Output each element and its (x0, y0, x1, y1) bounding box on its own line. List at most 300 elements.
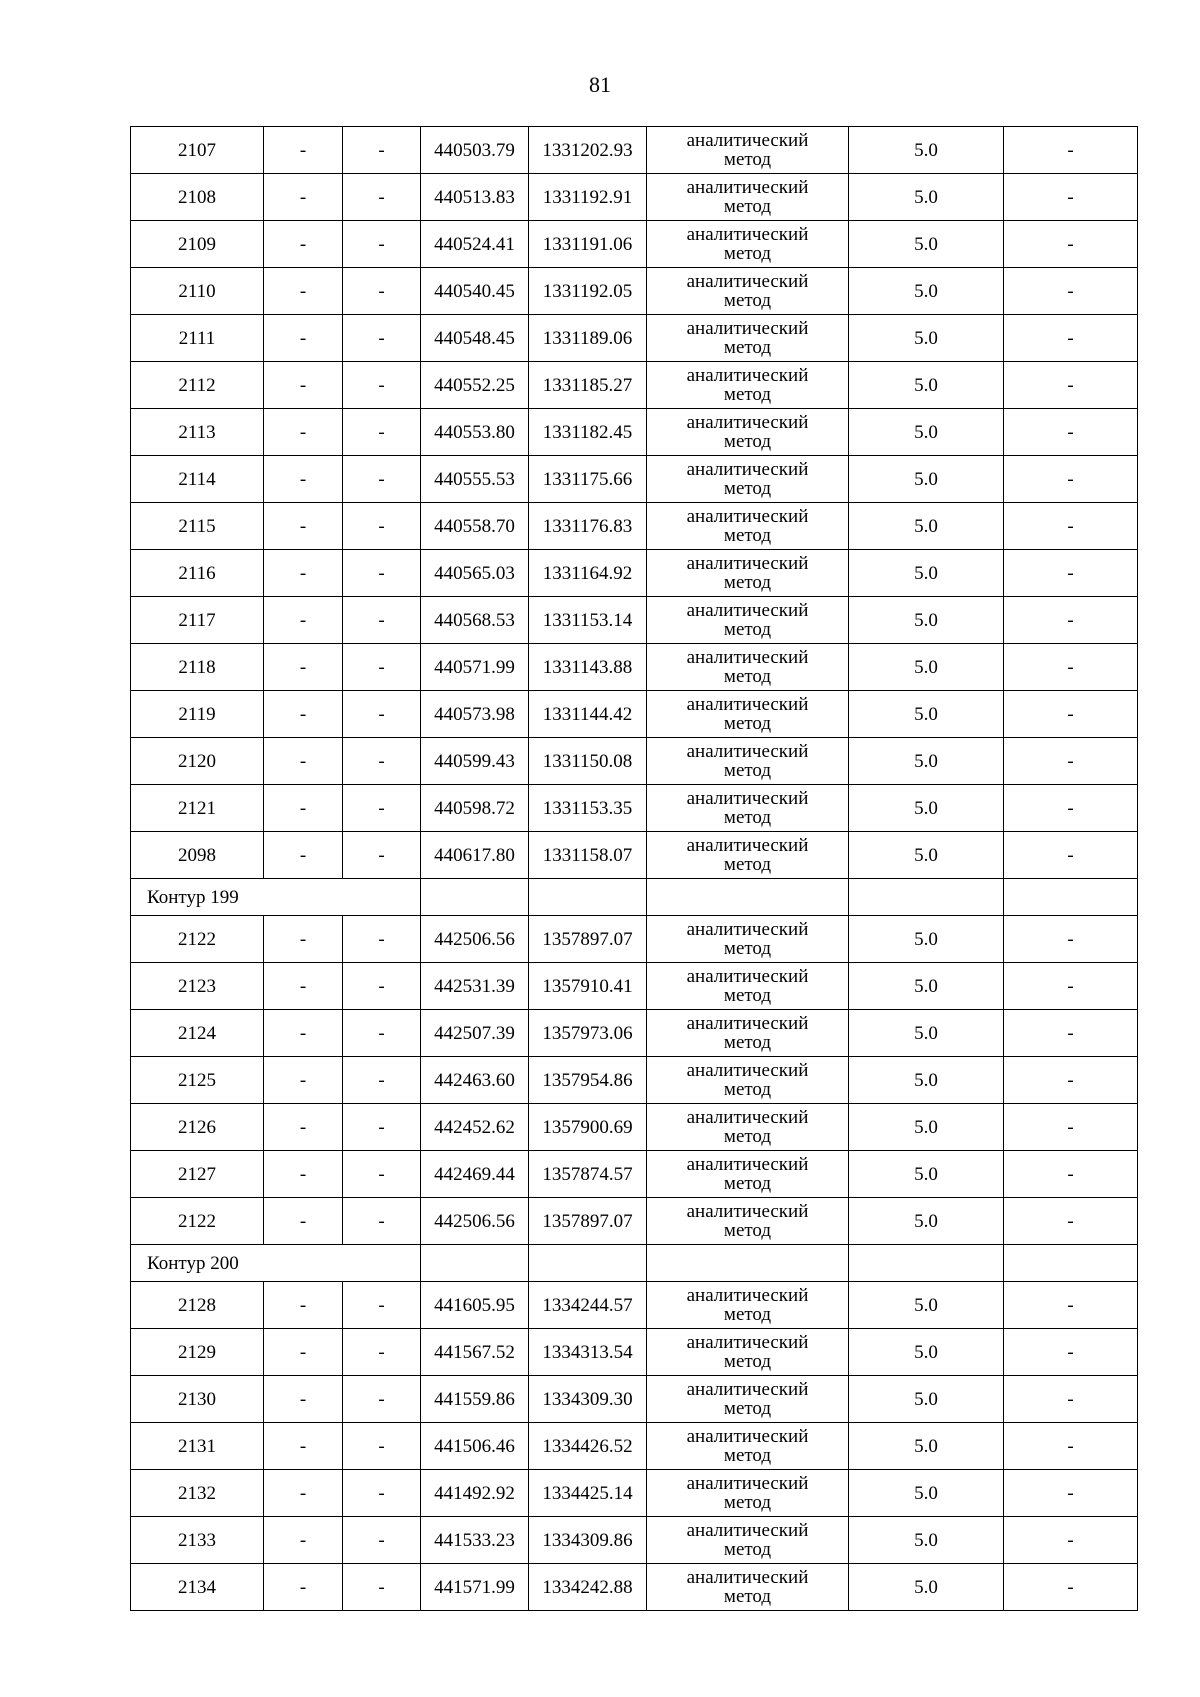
method-line-2: метод (723, 290, 772, 311)
dash-cell: - (264, 1423, 343, 1470)
coord-y: 1334242.88 (529, 1564, 647, 1611)
method-cell (647, 1517, 849, 1564)
dash-cell: - (1004, 127, 1138, 174)
table-row (131, 963, 1138, 1010)
dash-cell: - (343, 1517, 421, 1564)
table-row (131, 597, 1138, 644)
point-number: 2133 (131, 1517, 264, 1564)
dash-cell: - (343, 1329, 421, 1376)
accuracy-cell: 5.0 (849, 456, 1004, 503)
method-line-1: аналитический (686, 1473, 809, 1494)
method-line-2: метод (723, 1032, 772, 1053)
method-line-2: метод (723, 1079, 772, 1100)
method-cell (647, 963, 849, 1010)
accuracy-cell: 5.0 (849, 174, 1004, 221)
dash-cell: - (264, 1010, 343, 1057)
method-line-2: метод (723, 431, 772, 452)
table-row (131, 738, 1138, 785)
coord-x: 442506.56 (421, 916, 529, 963)
method-line-2: метод (723, 1173, 772, 1194)
coord-x: 440513.83 (421, 174, 529, 221)
dash-cell: - (1004, 1470, 1138, 1517)
point-number: 2114 (131, 456, 264, 503)
accuracy-cell: 5.0 (849, 1198, 1004, 1245)
dash-cell: - (1004, 738, 1138, 785)
table-row (131, 1104, 1138, 1151)
coord-y: 1331143.88 (529, 644, 647, 691)
method-cell (647, 409, 849, 456)
method-cell (647, 1470, 849, 1517)
coord-x: 442463.60 (421, 1057, 529, 1104)
method-cell (647, 1151, 849, 1198)
dash-cell: - (264, 362, 343, 409)
coord-y: 1331191.06 (529, 221, 647, 268)
coord-y: 1357954.86 (529, 1057, 647, 1104)
accuracy-cell: 5.0 (849, 1057, 1004, 1104)
dash-cell: - (343, 691, 421, 738)
coord-x: 441533.23 (421, 1517, 529, 1564)
dash-cell: - (343, 1564, 421, 1611)
dash-cell: - (1004, 268, 1138, 315)
point-number: 2111 (131, 315, 264, 362)
coord-y: 1334244.57 (529, 1282, 647, 1329)
coord-x: 440571.99 (421, 644, 529, 691)
method-line-2: метод (723, 149, 772, 170)
method-line-1: аналитический (686, 459, 809, 480)
dash-cell: - (1004, 1376, 1138, 1423)
dash-cell: - (264, 1376, 343, 1423)
accuracy-cell: 5.0 (849, 550, 1004, 597)
dash-cell: - (264, 503, 343, 550)
method-line-1: аналитический (686, 1201, 809, 1222)
dash-cell: - (1004, 174, 1138, 221)
dash-cell: - (264, 315, 343, 362)
coord-x: 441567.52 (421, 1329, 529, 1376)
coord-x: 440553.80 (421, 409, 529, 456)
dash-cell: - (264, 963, 343, 1010)
coord-x: 440552.25 (421, 362, 529, 409)
point-number: 2112 (131, 362, 264, 409)
coord-y: 1357900.69 (529, 1104, 647, 1151)
table-row (131, 1423, 1138, 1470)
coord-x: 442531.39 (421, 963, 529, 1010)
method-line-1: аналитический (686, 412, 809, 433)
table-row (131, 503, 1138, 550)
method-line-1: аналитический (686, 1107, 809, 1128)
empty-cell (529, 879, 647, 916)
accuracy-cell: 5.0 (849, 1423, 1004, 1470)
method-line-2: метод (723, 760, 772, 781)
dash-cell: - (264, 550, 343, 597)
dash-cell: - (1004, 785, 1138, 832)
point-number: 2122 (131, 1198, 264, 1245)
point-number: 2123 (131, 963, 264, 1010)
point-number: 2116 (131, 550, 264, 597)
coord-x: 441571.99 (421, 1564, 529, 1611)
point-number: 2107 (131, 127, 264, 174)
dash-cell: - (1004, 691, 1138, 738)
dash-cell: - (264, 1057, 343, 1104)
coord-y: 1331176.83 (529, 503, 647, 550)
accuracy-cell: 5.0 (849, 127, 1004, 174)
empty-cell (849, 1245, 1004, 1282)
method-line-1: аналитический (686, 1426, 809, 1447)
dash-cell: - (343, 221, 421, 268)
dash-cell: - (264, 1470, 343, 1517)
table-row (131, 1282, 1138, 1329)
method-line-1: аналитический (686, 1520, 809, 1541)
method-line-1: аналитический (686, 1379, 809, 1400)
coord-y: 1334309.30 (529, 1376, 647, 1423)
method-line-2: метод (723, 854, 772, 875)
method-cell (647, 174, 849, 221)
dash-cell: - (264, 221, 343, 268)
method-cell (647, 644, 849, 691)
coord-y: 1357897.07 (529, 1198, 647, 1245)
dash-cell: - (343, 1057, 421, 1104)
point-number: 2118 (131, 644, 264, 691)
point-number: 2126 (131, 1104, 264, 1151)
coord-y: 1331153.35 (529, 785, 647, 832)
contour-header-row (131, 879, 1138, 916)
method-line-2: метод (723, 1304, 772, 1325)
dash-cell: - (343, 597, 421, 644)
dash-cell: - (264, 1564, 343, 1611)
coord-y: 1334426.52 (529, 1423, 647, 1470)
method-cell (647, 1198, 849, 1245)
method-line-2: метод (723, 666, 772, 687)
dash-cell: - (343, 315, 421, 362)
dash-cell: - (343, 503, 421, 550)
coord-x: 440568.53 (421, 597, 529, 644)
table-row (131, 785, 1138, 832)
method-line-2: метод (723, 1220, 772, 1241)
dash-cell: - (343, 1282, 421, 1329)
coord-y: 1331185.27 (529, 362, 647, 409)
dash-cell: - (1004, 456, 1138, 503)
method-line-2: метод (723, 807, 772, 828)
table-row (131, 832, 1138, 879)
point-number: 2130 (131, 1376, 264, 1423)
method-line-1: аналитический (686, 318, 809, 339)
contour-label: Контур 200 (131, 1245, 421, 1282)
dash-cell: - (343, 127, 421, 174)
accuracy-cell: 5.0 (849, 691, 1004, 738)
method-line-2: метод (723, 572, 772, 593)
point-number: 2129 (131, 1329, 264, 1376)
accuracy-cell: 5.0 (849, 785, 1004, 832)
method-cell (647, 597, 849, 644)
point-number: 2115 (131, 503, 264, 550)
method-line-1: аналитический (686, 224, 809, 245)
dash-cell: - (1004, 409, 1138, 456)
coord-x: 440555.53 (421, 456, 529, 503)
coord-y: 1331164.92 (529, 550, 647, 597)
table-row (131, 1564, 1138, 1611)
dash-cell: - (343, 644, 421, 691)
table-row (131, 409, 1138, 456)
dash-cell: - (343, 832, 421, 879)
method-cell (647, 550, 849, 597)
method-line-1: аналитический (686, 1154, 809, 1175)
method-line-1: аналитический (686, 1013, 809, 1034)
method-cell (647, 221, 849, 268)
dash-cell: - (264, 691, 343, 738)
dash-cell: - (343, 1151, 421, 1198)
coord-y: 1357897.07 (529, 916, 647, 963)
point-number: 2124 (131, 1010, 264, 1057)
accuracy-cell: 5.0 (849, 315, 1004, 362)
coord-y: 1331158.07 (529, 832, 647, 879)
coord-y: 1331153.14 (529, 597, 647, 644)
coord-y: 1334425.14 (529, 1470, 647, 1517)
method-line-1: аналитический (686, 600, 809, 621)
coord-y: 1331144.42 (529, 691, 647, 738)
point-number: 2120 (131, 738, 264, 785)
coord-y: 1357910.41 (529, 963, 647, 1010)
method-line-1: аналитический (686, 1567, 809, 1588)
table-row (131, 362, 1138, 409)
coord-x: 440573.98 (421, 691, 529, 738)
table-row (131, 1329, 1138, 1376)
dash-cell: - (264, 1198, 343, 1245)
dash-cell: - (1004, 1104, 1138, 1151)
method-cell (647, 691, 849, 738)
dash-cell: - (343, 1376, 421, 1423)
method-cell (647, 916, 849, 963)
contour-label: Контур 199 (131, 879, 421, 916)
method-cell (647, 1423, 849, 1470)
coord-x: 440565.03 (421, 550, 529, 597)
point-number: 2131 (131, 1423, 264, 1470)
point-number: 2134 (131, 1564, 264, 1611)
point-number: 2122 (131, 916, 264, 963)
dash-cell: - (1004, 1564, 1138, 1611)
method-cell (647, 785, 849, 832)
dash-cell: - (343, 1423, 421, 1470)
method-line-2: метод (723, 243, 772, 264)
method-cell (647, 1104, 849, 1151)
dash-cell: - (1004, 1198, 1138, 1245)
coord-y: 1331150.08 (529, 738, 647, 785)
coord-x: 440558.70 (421, 503, 529, 550)
dash-cell: - (343, 456, 421, 503)
table-row (131, 1517, 1138, 1564)
coord-x: 440599.43 (421, 738, 529, 785)
dash-cell: - (1004, 550, 1138, 597)
accuracy-cell: 5.0 (849, 738, 1004, 785)
coord-y: 1331192.05 (529, 268, 647, 315)
method-line-2: метод (723, 337, 772, 358)
empty-cell (421, 1245, 529, 1282)
dash-cell: - (1004, 315, 1138, 362)
method-line-2: метод (723, 1398, 772, 1419)
method-line-1: аналитический (686, 919, 809, 940)
accuracy-cell: 5.0 (849, 221, 1004, 268)
coord-x: 440503.79 (421, 127, 529, 174)
accuracy-cell: 5.0 (849, 503, 1004, 550)
method-line-2: метод (723, 478, 772, 499)
table-row (131, 916, 1138, 963)
method-line-1: аналитический (686, 741, 809, 762)
dash-cell: - (264, 127, 343, 174)
dash-cell: - (343, 268, 421, 315)
dash-cell: - (264, 456, 343, 503)
dash-cell: - (1004, 597, 1138, 644)
dash-cell: - (343, 362, 421, 409)
method-line-2: метод (723, 1539, 772, 1560)
coord-x: 442507.39 (421, 1010, 529, 1057)
table-row (131, 1057, 1138, 1104)
point-number: 2108 (131, 174, 264, 221)
accuracy-cell: 5.0 (849, 916, 1004, 963)
method-line-2: метод (723, 1586, 772, 1607)
method-line-1: аналитический (686, 553, 809, 574)
accuracy-cell: 5.0 (849, 832, 1004, 879)
coord-x: 440598.72 (421, 785, 529, 832)
table-row (131, 456, 1138, 503)
table-row (131, 1010, 1138, 1057)
dash-cell: - (264, 1151, 343, 1198)
dash-cell: - (343, 738, 421, 785)
dash-cell: - (1004, 362, 1138, 409)
page-number: 81 (589, 72, 611, 97)
coord-y: 1331192.91 (529, 174, 647, 221)
method-cell (647, 315, 849, 362)
dash-cell: - (343, 1010, 421, 1057)
method-line-2: метод (723, 619, 772, 640)
dash-cell: - (343, 785, 421, 832)
method-line-1: аналитический (686, 694, 809, 715)
empty-cell (1004, 879, 1138, 916)
dash-cell: - (264, 174, 343, 221)
dash-cell: - (1004, 644, 1138, 691)
dash-cell: - (343, 963, 421, 1010)
accuracy-cell: 5.0 (849, 268, 1004, 315)
method-line-2: метод (723, 1445, 772, 1466)
coord-y: 1334309.86 (529, 1517, 647, 1564)
point-number: 2113 (131, 409, 264, 456)
dash-cell: - (1004, 1423, 1138, 1470)
method-cell (647, 503, 849, 550)
point-number: 2125 (131, 1057, 264, 1104)
dash-cell: - (264, 644, 343, 691)
method-line-1: аналитический (686, 1060, 809, 1081)
dash-cell: - (264, 597, 343, 644)
coord-x: 442452.62 (421, 1104, 529, 1151)
accuracy-cell: 5.0 (849, 1329, 1004, 1376)
accuracy-cell: 5.0 (849, 1104, 1004, 1151)
table-row (131, 127, 1138, 174)
accuracy-cell: 5.0 (849, 1010, 1004, 1057)
table-row (131, 174, 1138, 221)
empty-cell (529, 1245, 647, 1282)
dash-cell: - (1004, 1329, 1138, 1376)
dash-cell: - (264, 409, 343, 456)
table-body (131, 127, 1138, 1611)
point-number: 2128 (131, 1282, 264, 1329)
coord-y: 1331175.66 (529, 456, 647, 503)
coord-x: 441506.46 (421, 1423, 529, 1470)
dash-cell: - (343, 1470, 421, 1517)
dash-cell: - (343, 1198, 421, 1245)
dash-cell: - (1004, 503, 1138, 550)
coord-x: 440524.41 (421, 221, 529, 268)
method-cell (647, 1057, 849, 1104)
dash-cell: - (343, 409, 421, 456)
accuracy-cell: 5.0 (849, 1564, 1004, 1611)
dash-cell: - (264, 1282, 343, 1329)
point-number: 2119 (131, 691, 264, 738)
table-row (131, 1376, 1138, 1423)
method-line-1: аналитический (686, 1332, 809, 1353)
dash-cell: - (1004, 1282, 1138, 1329)
coord-x: 441605.95 (421, 1282, 529, 1329)
coord-x: 442469.44 (421, 1151, 529, 1198)
method-cell (647, 362, 849, 409)
accuracy-cell: 5.0 (849, 644, 1004, 691)
method-cell (647, 456, 849, 503)
contour-header-row (131, 1245, 1138, 1282)
table-row (131, 550, 1138, 597)
dash-cell: - (1004, 1010, 1138, 1057)
coord-y: 1357874.57 (529, 1151, 647, 1198)
method-cell (647, 1376, 849, 1423)
method-line-1: аналитический (686, 365, 809, 386)
method-line-2: метод (723, 1126, 772, 1147)
point-number: 2098 (131, 832, 264, 879)
method-cell (647, 127, 849, 174)
accuracy-cell: 5.0 (849, 1282, 1004, 1329)
dash-cell: - (264, 832, 343, 879)
empty-cell (647, 1245, 849, 1282)
empty-cell (849, 879, 1004, 916)
method-line-1: аналитический (686, 835, 809, 856)
coord-y: 1331189.06 (529, 315, 647, 362)
dash-cell: - (343, 916, 421, 963)
coord-x: 440540.45 (421, 268, 529, 315)
dash-cell: - (1004, 1517, 1138, 1564)
table-row (131, 691, 1138, 738)
table-row (131, 315, 1138, 362)
table-row (131, 1470, 1138, 1517)
method-line-2: метод (723, 1351, 772, 1372)
dash-cell: - (264, 916, 343, 963)
dash-cell: - (1004, 963, 1138, 1010)
accuracy-cell: 5.0 (849, 963, 1004, 1010)
method-cell (647, 1564, 849, 1611)
method-line-1: аналитический (686, 506, 809, 527)
dash-cell: - (264, 738, 343, 785)
coord-x: 442506.56 (421, 1198, 529, 1245)
method-line-2: метод (723, 196, 772, 217)
method-cell (647, 832, 849, 879)
coord-x: 441559.86 (421, 1376, 529, 1423)
method-cell (647, 738, 849, 785)
point-number: 2117 (131, 597, 264, 644)
method-line-1: аналитический (686, 271, 809, 292)
empty-cell (421, 879, 529, 916)
method-line-2: метод (723, 1492, 772, 1513)
method-line-1: аналитический (686, 177, 809, 198)
accuracy-cell: 5.0 (849, 1376, 1004, 1423)
dash-cell: - (1004, 832, 1138, 879)
dash-cell: - (264, 1517, 343, 1564)
method-cell (647, 1329, 849, 1376)
method-line-1: аналитический (686, 130, 809, 151)
dash-cell: - (343, 174, 421, 221)
method-line-1: аналитический (686, 966, 809, 987)
